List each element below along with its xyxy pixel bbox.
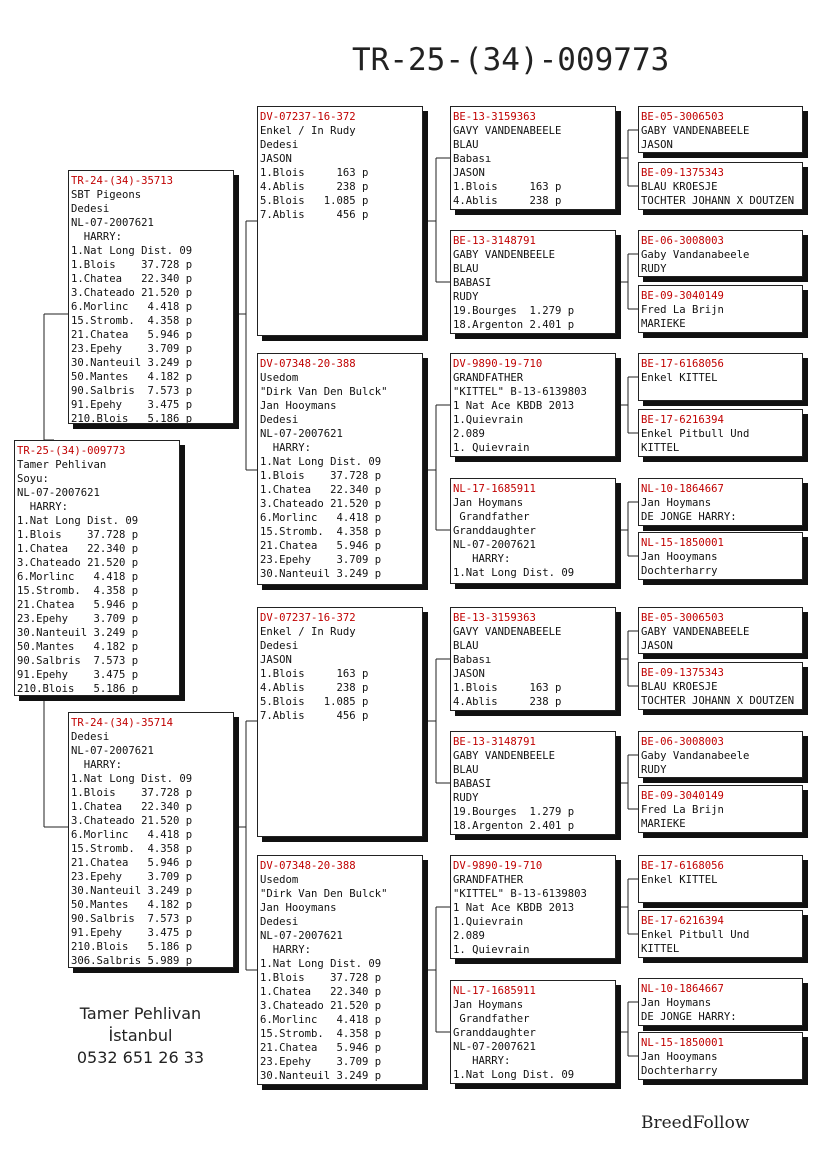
card-line: 4.Ablis 238 p xyxy=(453,696,562,708)
card-line: HARRY: xyxy=(260,442,312,454)
card-line: JASON xyxy=(641,640,673,652)
card-line: 1 Nat Ace KBDB 2013 xyxy=(453,400,575,412)
ring-number: DV-07348-20-388 xyxy=(260,358,356,370)
ring-number: BE-06-3008003 xyxy=(641,736,724,748)
card-line: 3.Chateado 21.520 p xyxy=(71,815,193,827)
card-line: Dedesi xyxy=(71,731,110,743)
pedigree-card xyxy=(638,106,803,153)
card-line: Enkel / In Rudy xyxy=(260,626,356,638)
pedigree-card xyxy=(638,607,803,654)
pedigree-card xyxy=(638,478,803,526)
card-line: 1.Nat Long Dist. 09 xyxy=(71,773,193,785)
owner-phone: 0532 651 26 33 xyxy=(76,1048,205,1067)
card-line: JASON xyxy=(260,153,292,165)
card-line: 4.Ablis 238 p xyxy=(260,682,369,694)
card-line: 15.Stromb. 4.358 p xyxy=(71,843,193,855)
ring-number: BE-13-3148791 xyxy=(453,235,536,247)
pedigree-card xyxy=(450,731,616,835)
card-line: 1.Blois 37.728 p xyxy=(260,972,382,984)
ring-number: BE-17-6168056 xyxy=(641,358,724,370)
ring-number: BE-05-3006503 xyxy=(641,612,724,624)
card-line: 30.Nanteuil 3.249 p xyxy=(260,1070,382,1082)
card-line: JASON xyxy=(453,167,485,179)
card-line: 21.Chatea 5.946 p xyxy=(71,857,193,869)
card-line: 3.Chateado 21.520 p xyxy=(71,287,193,299)
card-line: DE JONGE HARRY: xyxy=(641,1011,737,1023)
card-line: 1.Blois 37.728 p xyxy=(260,470,382,482)
card-line: 90.Salbris 7.573 p xyxy=(71,913,193,925)
card-line: Babası xyxy=(453,153,492,165)
card-line: 21.Chatea 5.946 p xyxy=(260,540,382,552)
pedigree-card xyxy=(257,106,423,336)
card-line: GABY VANDENBEELE xyxy=(453,750,556,762)
card-line: Jan Hoymans xyxy=(453,497,524,509)
card-line: Jan Hoymans xyxy=(641,997,712,1009)
pedigree-card xyxy=(638,409,803,457)
pedigree-card xyxy=(638,785,803,833)
card-line: GRANDFATHER xyxy=(453,372,524,384)
brand-footer: BreedFollow xyxy=(641,1113,750,1133)
card-line: HARRY: xyxy=(453,553,511,565)
card-line: 6.Morlinc 4.418 p xyxy=(17,571,139,583)
pedigree-card xyxy=(638,285,803,333)
card-line: 23.Epehy 3.709 p xyxy=(260,1056,382,1068)
card-line: HARRY: xyxy=(260,944,312,956)
card-line: Enkel KITTEL xyxy=(641,874,718,886)
card-line: GABY VANDENBEELE xyxy=(453,249,556,261)
card-line: NL-07-2007621 xyxy=(17,487,100,499)
pedigree-card xyxy=(14,440,180,696)
ring-number: BE-06-3008003 xyxy=(641,235,724,247)
pedigree-card xyxy=(450,980,616,1084)
card-line: "Dirk Van Den Bulck" xyxy=(260,386,388,398)
card-line: Enkel / In Rudy xyxy=(260,125,356,137)
ring-number: TR-24-(34)-35713 xyxy=(71,175,174,187)
card-line: 210.Blois 5.186 p xyxy=(71,941,193,953)
card-line: 1.Chatea 22.340 p xyxy=(260,484,382,496)
card-line: 23.Epehy 3.709 p xyxy=(71,343,193,355)
card-line: Jan Hoymans xyxy=(453,999,524,1011)
card-line: 210.Blois 5.186 p xyxy=(71,413,193,424)
ring-number: NL-10-1864667 xyxy=(641,983,724,995)
pedigree-title: TR-25-(34)-009773 xyxy=(352,42,670,78)
card-line: "KITTEL" B-13-6139803 xyxy=(453,888,587,900)
card-line: Jan Hooymans xyxy=(260,902,337,914)
card-line: Granddaughter xyxy=(453,525,536,537)
ring-number: NL-15-1850001 xyxy=(641,1037,724,1049)
card-line: 1.Blois 37.728 p xyxy=(71,259,193,271)
pedigree-card xyxy=(638,855,803,903)
ring-number: DV-07237-16-372 xyxy=(260,111,356,123)
card-line: Tamer Pehlivan xyxy=(17,459,107,471)
card-line: 2.089 xyxy=(453,930,485,942)
card-line: Dochterharry xyxy=(641,1065,718,1077)
owner-info xyxy=(58,1003,223,1069)
card-line: NL-07-2007621 xyxy=(453,1041,536,1053)
ring-number: BE-17-6216394 xyxy=(641,915,724,927)
card-line: Granddaughter xyxy=(453,1027,536,1039)
card-line: JASON xyxy=(260,654,292,666)
card-line: Enkel KITTEL xyxy=(641,372,718,384)
card-line: 23.Epehy 3.709 p xyxy=(71,871,193,883)
card-line: 2.089 xyxy=(453,428,485,440)
ring-number: BE-13-3148791 xyxy=(453,736,536,748)
card-line: Grandfather xyxy=(453,1013,530,1025)
card-line: HARRY: xyxy=(453,1055,511,1067)
card-line: Dedesi xyxy=(260,640,299,652)
card-line: MARIEKE xyxy=(641,318,686,330)
pedigree-card xyxy=(450,106,616,210)
ring-number: TR-25-(34)-009773 xyxy=(17,445,126,457)
card-line: 1.Nat Long Dist. 09 xyxy=(453,1069,575,1081)
ring-number: DV-07348-20-388 xyxy=(260,860,356,872)
pedigree-card xyxy=(450,855,616,959)
card-line: RUDY xyxy=(641,764,667,776)
card-line: 1.Nat Long Dist. 09 xyxy=(17,515,139,527)
card-line: 15.Stromb. 4.358 p xyxy=(71,315,193,327)
card-line: Jan Hoymans xyxy=(641,497,712,509)
card-line: GABY VANDENABEELE xyxy=(641,626,750,638)
card-line: GAVY VANDENABEELE xyxy=(453,125,562,137)
ring-number: DV-07237-16-372 xyxy=(260,612,356,624)
card-line: BABASI xyxy=(453,778,492,790)
card-line: 15.Stromb. 4.358 p xyxy=(260,526,382,538)
card-line: 1.Nat Long Dist. 09 xyxy=(260,958,382,970)
card-line: NL-07-2007621 xyxy=(453,539,536,551)
card-line: Dedesi xyxy=(260,916,299,928)
card-line: KITTEL xyxy=(641,943,680,955)
card-line: 1.Chatea 22.340 p xyxy=(71,801,193,813)
card-line: BLAU KROESJE xyxy=(641,181,718,193)
ring-number: BE-09-1375343 xyxy=(641,667,724,679)
card-line: BLAU xyxy=(453,263,479,275)
card-line: Dedesi xyxy=(71,203,110,215)
card-line: 5.Blois 1.085 p xyxy=(260,696,369,708)
card-line: Enkel Pitbull Und xyxy=(641,929,750,941)
ring-number: NL-17-1685911 xyxy=(453,985,536,997)
pedigree-card xyxy=(638,532,803,580)
card-line: 90.Salbris 7.573 p xyxy=(17,655,139,667)
ring-number: NL-17-1685911 xyxy=(453,483,536,495)
card-line: 50.Mantes 4.182 p xyxy=(71,899,193,911)
card-line: MARIEKE xyxy=(641,818,686,830)
card-line: 1. Quievrain xyxy=(453,944,530,956)
card-line: 91.Epehy 3.475 p xyxy=(17,669,139,681)
card-line: HARRY: xyxy=(17,501,69,513)
card-line: 3.Chateado 21.520 p xyxy=(260,1000,382,1012)
ring-number: NL-15-1850001 xyxy=(641,537,724,549)
card-line: Dedesi xyxy=(260,139,299,151)
card-line: BLAU KROESJE xyxy=(641,681,718,693)
card-line: 6.Morlinc 4.418 p xyxy=(71,301,193,313)
card-line: Grandfather xyxy=(453,511,530,523)
owner-name: Tamer Pehlivan xyxy=(79,1004,202,1023)
card-line: GRANDFATHER xyxy=(453,874,524,886)
card-line: 7.Ablis 456 p xyxy=(260,710,369,722)
pedigree-card xyxy=(450,478,616,584)
card-line: NL-07-2007621 xyxy=(260,930,343,942)
card-line: 1.Blois 37.728 p xyxy=(71,787,193,799)
card-line: 91.Epehy 3.475 p xyxy=(71,399,193,411)
ring-number: BE-17-6168056 xyxy=(641,860,724,872)
card-line: 3.Chateado 21.520 p xyxy=(260,498,382,510)
card-line: 30.Nanteuil 3.249 p xyxy=(71,357,193,369)
pedigree-card xyxy=(638,731,803,778)
card-line: Jan Hooymans xyxy=(641,1051,718,1063)
card-line: TOCHTER JOHANN X DOUTZEN xyxy=(641,695,795,707)
card-line: Jan Hooymans xyxy=(260,400,337,412)
card-line: 19.Bourges 1.279 p xyxy=(453,305,575,317)
card-line: NL-07-2007621 xyxy=(71,217,154,229)
pedigree-card xyxy=(638,910,803,958)
card-line: JASON xyxy=(453,668,485,680)
card-line: BABASI xyxy=(453,277,492,289)
pedigree-card xyxy=(68,170,234,424)
pedigree-card xyxy=(450,353,616,457)
card-line: 1.Chatea 22.340 p xyxy=(260,986,382,998)
card-line: 1.Blois 163 p xyxy=(260,668,369,680)
ring-number: BE-09-3040149 xyxy=(641,290,724,302)
card-line: KITTEL xyxy=(641,442,680,454)
card-line: Fred La Brijn xyxy=(641,804,724,816)
pedigree-card xyxy=(68,712,234,968)
card-line: JASON xyxy=(641,139,673,151)
ring-number: BE-09-1375343 xyxy=(641,167,724,179)
card-line: NL-07-2007621 xyxy=(71,745,154,757)
card-line: 6.Morlinc 4.418 p xyxy=(260,512,382,524)
card-line: 30.Nanteuil 3.249 p xyxy=(17,627,139,639)
card-line: 1.Blois 163 p xyxy=(453,682,562,694)
card-line: 21.Chatea 5.946 p xyxy=(260,1042,382,1054)
pedigree-card xyxy=(257,855,423,1085)
card-line: 1. Quievrain xyxy=(453,442,530,454)
card-line: GAVY VANDENABEELE xyxy=(453,626,562,638)
card-line: 306.Salbris 5.989 p xyxy=(71,955,193,967)
card-line: GABY VANDENABEELE xyxy=(641,125,750,137)
card-line: 30.Nanteuil 3.249 p xyxy=(260,568,382,580)
ring-number: BE-13-3159363 xyxy=(453,111,536,123)
card-line: HARRY: xyxy=(71,231,123,243)
pedigree-card xyxy=(638,662,803,710)
card-line: Enkel Pitbull Und xyxy=(641,428,750,440)
card-line: Dedesi xyxy=(260,414,299,426)
pedigree-card xyxy=(638,230,803,277)
card-line: 1 Nat Ace KBDB 2013 xyxy=(453,902,575,914)
card-line: 18.Argenton 2.401 p xyxy=(453,319,575,331)
card-line: 4.Ablis 238 p xyxy=(260,181,369,193)
card-line: TOCHTER JOHANN X DOUTZEN xyxy=(641,195,795,207)
ring-number: DV-9890-19-710 xyxy=(453,860,543,872)
card-line: 5.Blois 1.085 p xyxy=(260,195,369,207)
card-line: 210.Blois 5.186 p xyxy=(17,683,139,695)
card-line: "KITTEL" B-13-6139803 xyxy=(453,386,587,398)
card-line: 1.Nat Long Dist. 09 xyxy=(453,567,575,579)
card-line: 23.Epehy 3.709 p xyxy=(17,613,139,625)
pedigree-card xyxy=(638,353,803,401)
card-line: 1.Quievrain xyxy=(453,414,524,426)
ring-number: BE-17-6216394 xyxy=(641,414,724,426)
card-line: 4.Ablis 238 p xyxy=(453,195,562,207)
pedigree-card xyxy=(638,162,803,210)
ring-number: BE-05-3006503 xyxy=(641,111,724,123)
card-line: Gaby Vandanabeele xyxy=(641,750,750,762)
card-line: Fred La Brijn xyxy=(641,304,724,316)
card-line: Usedom xyxy=(260,874,299,886)
card-line: 1.Nat Long Dist. 09 xyxy=(71,245,193,257)
card-line: BLAU xyxy=(453,764,479,776)
card-line: 15.Stromb. 4.358 p xyxy=(17,585,139,597)
card-line: Gaby Vandanabeele xyxy=(641,249,750,261)
card-line: BLAU xyxy=(453,640,479,652)
pedigree-card xyxy=(638,978,803,1026)
card-line: 1.Blois 163 p xyxy=(453,181,562,193)
card-line: HARRY: xyxy=(71,759,123,771)
card-line: 90.Salbris 7.573 p xyxy=(71,385,193,397)
card-line: 15.Stromb. 4.358 p xyxy=(260,1028,382,1040)
card-line: 50.Mantes 4.182 p xyxy=(17,641,139,653)
card-line: 3.Chateado 21.520 p xyxy=(17,557,139,569)
card-line: BLAU xyxy=(453,139,479,151)
pedigree-card xyxy=(450,607,616,711)
card-line: 23.Epehy 3.709 p xyxy=(260,554,382,566)
card-line: SBT Pigeons xyxy=(71,189,142,201)
card-line: Dochterharry xyxy=(641,565,718,577)
card-line: 30.Nanteuil 3.249 p xyxy=(71,885,193,897)
card-line: 1.Quievrain xyxy=(453,916,524,928)
card-line: RUDY xyxy=(453,792,479,804)
pedigree-card xyxy=(257,353,423,585)
ring-number: BE-09-3040149 xyxy=(641,790,724,802)
ring-number: BE-13-3159363 xyxy=(453,612,536,624)
pedigree-card xyxy=(638,1032,803,1080)
card-line: 91.Epehy 3.475 p xyxy=(71,927,193,939)
card-line: 6.Morlinc 4.418 p xyxy=(71,829,193,841)
card-line: 21.Chatea 5.946 p xyxy=(71,329,193,341)
ring-number: DV-9890-19-710 xyxy=(453,358,543,370)
card-line: 6.Morlinc 4.418 p xyxy=(260,1014,382,1026)
ring-number: TR-24-(34)-35714 xyxy=(71,717,174,729)
card-line: 19.Bourges 1.279 p xyxy=(453,806,575,818)
pedigree-card xyxy=(257,607,423,837)
card-line: 18.Argenton 2.401 p xyxy=(453,820,575,832)
card-line: RUDY xyxy=(641,263,667,275)
card-line: Soyu: xyxy=(17,473,49,485)
card-line: 1.Blois 163 p xyxy=(260,167,369,179)
card-line: 7.Ablis 456 p xyxy=(260,209,369,221)
card-line: Babası xyxy=(453,654,492,666)
card-line: RUDY xyxy=(453,291,479,303)
card-line: NL-07-2007621 xyxy=(260,428,343,440)
card-line: 1.Blois 37.728 p xyxy=(17,529,139,541)
card-line: 1.Nat Long Dist. 09 xyxy=(260,456,382,468)
owner-city: İstanbul xyxy=(108,1026,173,1045)
card-line: 1.Chatea 22.340 p xyxy=(71,273,193,285)
pedigree-card xyxy=(450,230,616,334)
card-line: "Dirk Van Den Bulck" xyxy=(260,888,388,900)
card-line: 1.Chatea 22.340 p xyxy=(17,543,139,555)
ring-number: NL-10-1864667 xyxy=(641,483,724,495)
card-line: DE JONGE HARRY: xyxy=(641,511,737,523)
card-line: 50.Mantes 4.182 p xyxy=(71,371,193,383)
card-line: Usedom xyxy=(260,372,299,384)
card-line: Jan Hooymans xyxy=(641,551,718,563)
card-line: 21.Chatea 5.946 p xyxy=(17,599,139,611)
